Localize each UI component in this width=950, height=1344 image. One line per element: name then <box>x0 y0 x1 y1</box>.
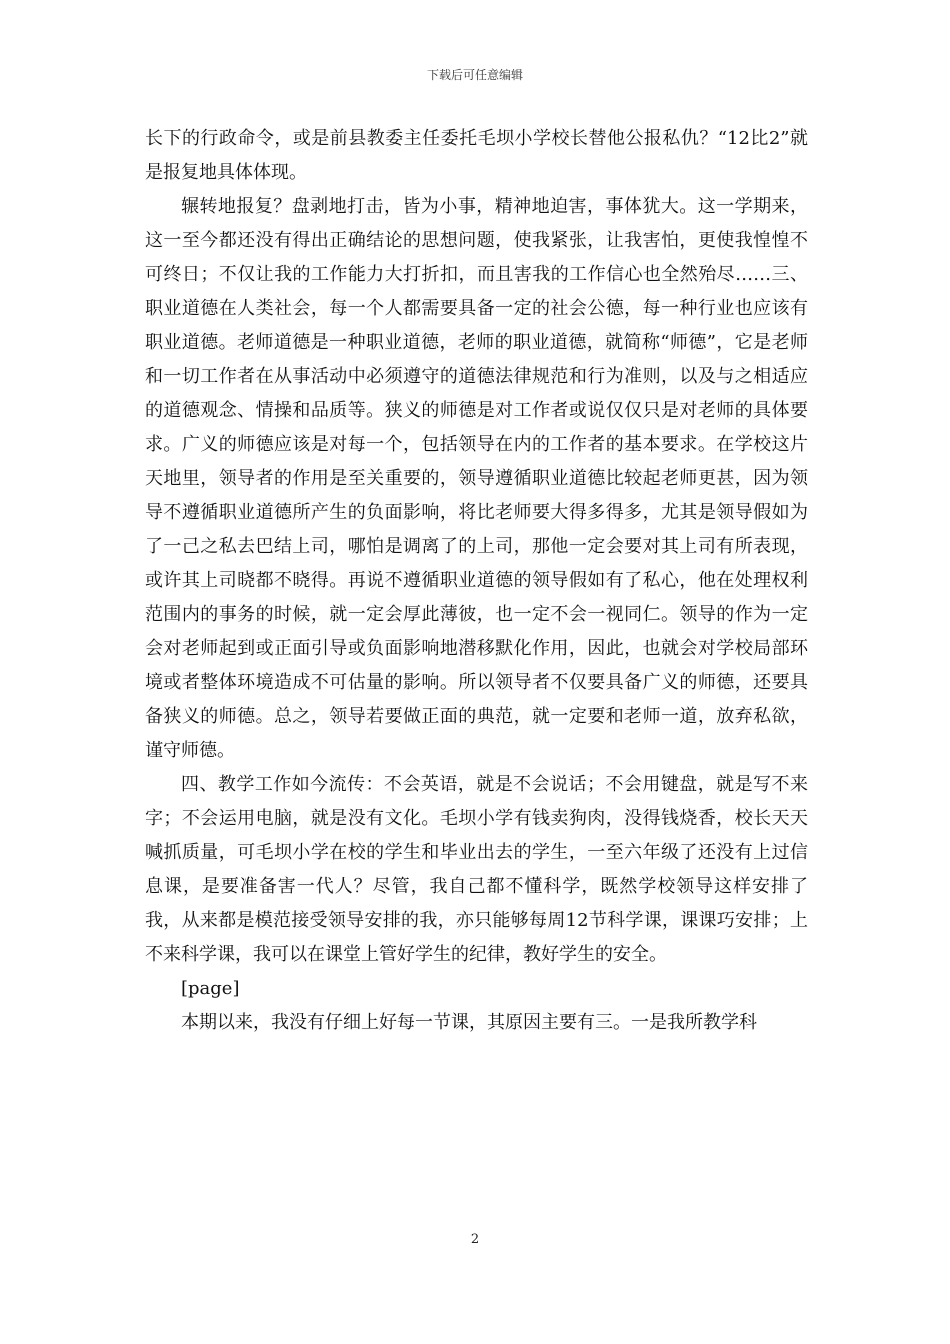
page-number: 2 <box>470 1232 480 1247</box>
page-header <box>0 66 950 83</box>
paragraph-ethics: 辗转地报复？盘剥地打击，皆为小事，精神地迫害，事体犹大。这一学期来，这一至今都还没有得出正确结论的思想问题，使我紧张，让我害怕，更使我惶惶不可终日；不仅让我的工作能力大打折扣，而且害我的工作信心也全然殆尽……三、职业道德在人类社会，每一个人都需要具备一定的社会公德，每一种行业也应该有职业道德。老师道德是一种职业道德，老师的职业道德，就简称“师德”，它是老师和一切工作者在从事活动中必须遵守的道德法律规范和行为准则，以及与之相适应的道德观念、情操和品质等。狭义的师德是对工作者或说仅仅只是对老师的具体要求。广义的师德应该是对每一个，包括领导在内的工作者的基本要求。在学校这片天地里，领导者的作用是至关重要的，领导遵循职业道德比较起老师更甚，因为领导不遵循职业道德所产生的负面影响，将比老师要大得多得多，尤其是领导假如为了一己之私去巴结上司，哪怕是调离了的上司，那他一定会要对其上司有所表现，或许其上司晓都不晓得。再说不遵循职业道德的领导假如有了私心，他在处理权利范围内的事务的时候，就一定会厚此薄彼，也一定不会一视同仁。领导的作为一定会对老师起到或正面引导或负面影响地潜移默化作用，因此，也就会对学校局部环境或者整体环境造成不可估量的影响。所以领导者不仅要具备广义的师德，还要具备狭义的师德。总之，领导若要做正面的典范，就一定要和老师一道，放弃私欲，谨守师德。 <box>145 196 808 761</box>
paragraph-continuation: 长下的行政命令，或是前县教委主任委托毛坝小学校长替他公报私仇？“12比2”就是报复地具体体现。 <box>145 128 808 183</box>
header-text: 下载后可任意编辑 <box>426 68 523 82</box>
paragraph-teaching: 四、教学工作如今流传：不会英语，就是不会说话；不会用键盘，就是写不来字；不会运用电脑，就是没有文化。毛坝小学有钱卖狗肉，没得钱烧香，校长天天喊抓质量，可毛坝小学在校的学生和毕业出去的学生，一至六年级了还没有上过信息课，是要准备害一代人？尽管，我自己都不懂科学，既然学校领导这样安排了我，从来都是模范接受领导安排的我，亦只能够每周12节科学课，课课巧安排；上不来科学课，我可以在课堂上管好学生的纪律，教好学生的安全。 <box>145 774 808 965</box>
paragraph-reasons: 本期以来，我没有仔细上好每一节课，其原因主要有三。一是我所教学科 <box>181 1012 757 1033</box>
page-marker: [page] <box>181 978 240 999</box>
page-footer <box>0 1232 950 1247</box>
document-body <box>145 122 808 1040</box>
